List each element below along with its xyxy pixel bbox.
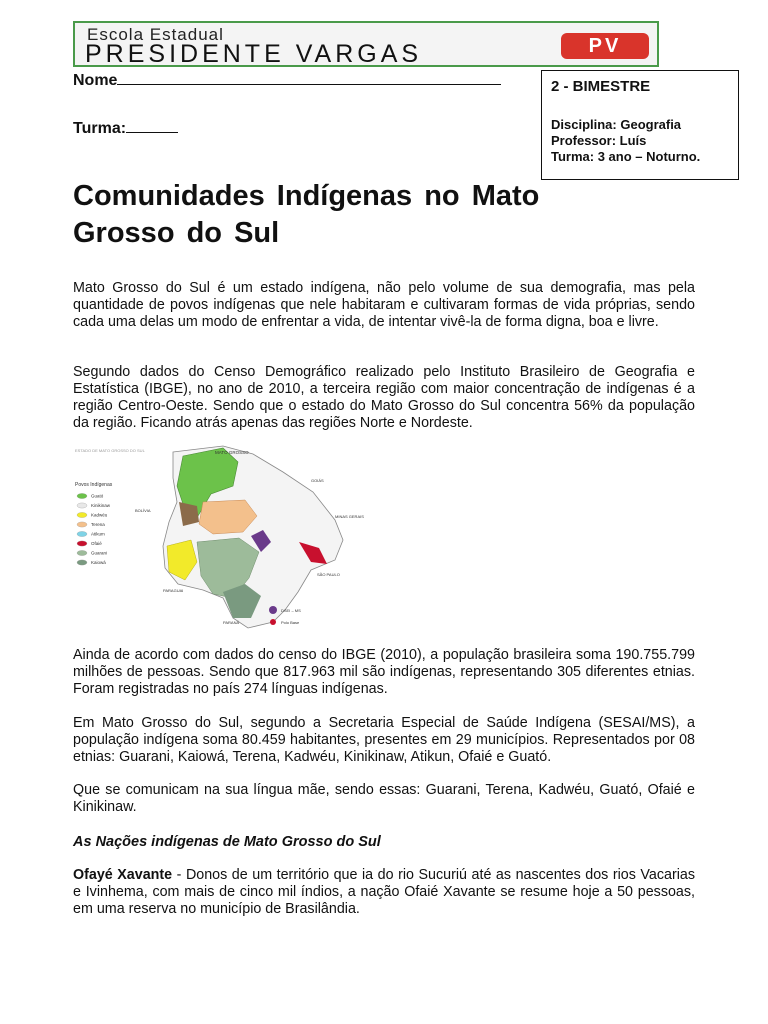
school-type: Escola Estadual bbox=[87, 25, 224, 44]
nome-field[interactable] bbox=[73, 70, 501, 90]
legend-label: Kinikinaw bbox=[91, 503, 111, 509]
label-parana: PARANÁ bbox=[223, 620, 240, 625]
label-dsei: DSEI – MS bbox=[281, 608, 301, 613]
label-bolivia: BOLÍVIA bbox=[135, 508, 151, 513]
turma-info-label: Turma: 3 ano – Noturno. bbox=[551, 149, 701, 164]
legend-swatch bbox=[77, 560, 87, 565]
paragraph-1: Mato Grosso do Sul é um estado indígena, não pelo volume de sua demografia, mas pela quantidade de povos indígenas que nele habitaram e cultivaram formas de vida próprias, sendo cada uma delas um modo de enfrentar a vida, de intentar vivê-la de forma digna, boa e livre. bbox=[73, 280, 695, 330]
legend-swatch bbox=[77, 493, 87, 498]
legend-label: Terena bbox=[91, 522, 105, 528]
legend-swatch bbox=[77, 550, 87, 555]
legend-swatch bbox=[77, 503, 87, 508]
legend-swatch bbox=[77, 531, 87, 536]
legend-title: Povos Indígenas bbox=[75, 482, 113, 488]
label-paraguai: PARAGUAI bbox=[163, 588, 184, 593]
paragraph-6 bbox=[73, 867, 695, 918]
legend-swatch bbox=[77, 541, 87, 546]
nome-label: Nome bbox=[73, 72, 118, 89]
legend-label: Atikum bbox=[91, 531, 105, 537]
ofaye-xavante-term: Ofayé Xavante bbox=[73, 867, 173, 883]
paragraph-6-text: - Donos de um território que ia do rio Sucuriú até as nascentes dos rios Vacarias e Ivinhema, com mais de cinco mil índios, a nação Ofaié Xavante se resume hoje a 50 pessoas, em uma reserva no município de Brasilândia. bbox=[73, 867, 695, 917]
polo-base-marker bbox=[270, 619, 276, 625]
label-mato-grosso: MATO GROSSO bbox=[215, 450, 249, 455]
turma-label: Turma: bbox=[73, 120, 127, 137]
paragraph-2: Segundo dados do Censo Demográfico realizado pelo Instituto Brasileiro de Geografia e Estatística (IBGE), no ano de 2010, a terceira região com maior concentração de indígenas é a região Centro-Oeste. Sendo que o estado do Mato Grosso do Sul concentra 56% da população da região. Ficando atrás apenas das regiões Norte e Nordeste. bbox=[73, 364, 695, 431]
label-minas-gerais: MINAS GERAIS bbox=[335, 514, 364, 519]
page-title: Comunidades Indígenas no Mato Grosso do Sul bbox=[73, 180, 540, 249]
disciplina-label: Disciplina: Geografia bbox=[551, 117, 682, 132]
section-subheading: As Nações indígenas de Mato Grosso do Sul bbox=[73, 834, 381, 850]
paragraph-4: Em Mato Grosso do Sul, segundo a Secretaria Especial de Saúde Indígena (SESAI/MS), a população indígena soma 80.459 habitantes, presentes em 29 municípios. Representados por 08 etnias: Guarani, Kaiowá, Terena, Kadwéu, Kinikinaw, Atikun, Ofaié e Guató. bbox=[73, 715, 695, 765]
school-name: PRESIDENTE VARGAS bbox=[85, 40, 423, 68]
info-box bbox=[541, 70, 739, 180]
paragraph-5: Que se comunicam na sua língua mãe, sendo essas: Guarani, Terena, Kadwéu, Guató, Ofaié e Kinikinaw. bbox=[73, 782, 695, 815]
turma-field[interactable] bbox=[73, 118, 178, 138]
legend-label: Kadwéu bbox=[91, 512, 108, 518]
professor-label: Professor: Luís bbox=[551, 133, 647, 148]
legend-swatch bbox=[77, 522, 87, 527]
legend-swatch bbox=[77, 512, 87, 517]
dsei-marker bbox=[269, 606, 277, 614]
bimestre-label: 2 - BIMESTRE bbox=[551, 78, 651, 95]
legend-label: Guarani bbox=[91, 550, 108, 556]
legend-label: Guató bbox=[91, 493, 104, 499]
school-banner bbox=[73, 21, 659, 67]
map-heading: ESTADO DE MATO GROSSO DO SUL bbox=[75, 448, 145, 453]
indigenous-map bbox=[73, 442, 365, 632]
nome-blank-line[interactable] bbox=[117, 70, 501, 85]
label-goias: GOIÁS bbox=[311, 478, 324, 483]
school-logo: PV bbox=[561, 33, 649, 59]
paragraph-3: Ainda de acordo com dados do censo do IBGE (2010), a população brasileira soma 190.755.799 milhões de pessoas. Sendo que 817.963 mil são indígenas, representando 305 diferentes etnias. Foram registradas no país 274 línguas indígenas. bbox=[73, 647, 695, 697]
label-sao-paulo: SÃO PAULO bbox=[317, 572, 340, 577]
label-polo-base: Polo Base bbox=[281, 620, 300, 625]
legend-label: Kaiowá bbox=[91, 560, 106, 566]
turma-blank-line[interactable] bbox=[126, 118, 178, 133]
legend-label: Ofaié bbox=[91, 541, 102, 547]
